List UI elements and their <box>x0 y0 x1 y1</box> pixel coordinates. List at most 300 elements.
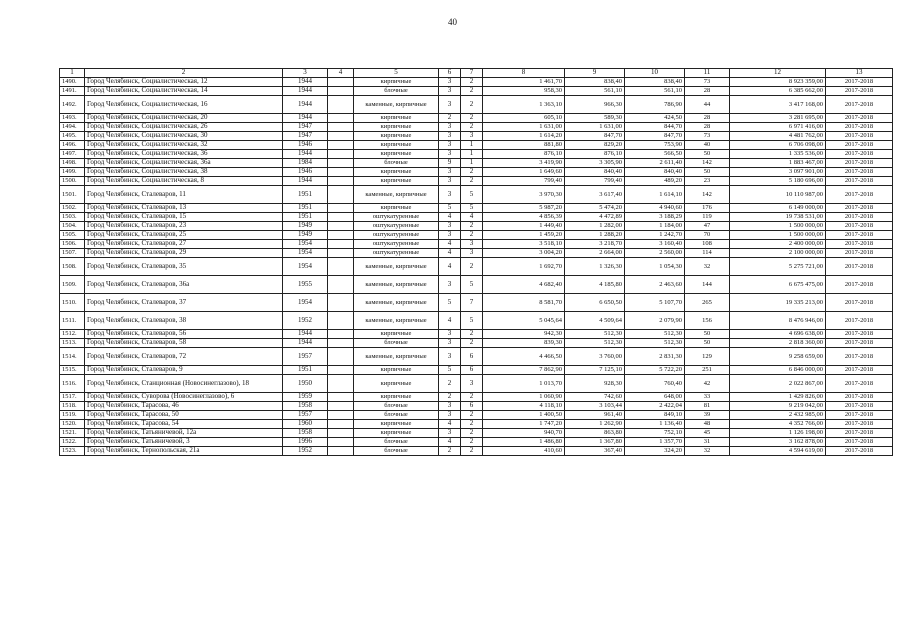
total-area-cell: 1 747,20 <box>483 420 565 429</box>
entrances-cell: 2 <box>461 231 483 240</box>
address-cell: Город Челябинск, Сталеваров, 58 <box>85 339 283 348</box>
residential-area-cell: 1 184,00 <box>625 222 685 231</box>
period-cell: 2017-2018 <box>826 420 893 429</box>
floors-cell: 3 <box>439 330 461 339</box>
living-area-cell: 863,80 <box>565 429 625 438</box>
period-cell: 2017-2018 <box>826 114 893 123</box>
empty-cell <box>328 123 354 132</box>
table-row <box>60 330 893 339</box>
residents-cell: 33 <box>685 393 730 402</box>
column-header: 5 <box>354 69 439 78</box>
year-cell: 1944 <box>283 150 328 159</box>
address-cell: Город Челябинск, Социалистическая, 14 <box>85 87 283 96</box>
residential-area-cell: 2 422,04 <box>625 402 685 411</box>
residential-area-cell: 847,70 <box>625 132 685 141</box>
cost-cell: 1 335 536,00 <box>730 150 826 159</box>
year-cell: 1951 <box>283 213 328 222</box>
entrances-cell: 2 <box>461 96 483 114</box>
entrances-cell: 1 <box>461 159 483 168</box>
living-area-cell: 3 760,00 <box>565 348 625 366</box>
entrances-cell: 2 <box>461 258 483 276</box>
entrances-cell: 2 <box>461 438 483 447</box>
empty-cell <box>328 411 354 420</box>
address-cell: Город Челябинск, Социалистическая, 36 <box>85 150 283 159</box>
address-cell: Город Челябинск, Социалистическая, 36а <box>85 159 283 168</box>
living-area-cell: 829,20 <box>565 141 625 150</box>
cost-cell: 5 275 721,00 <box>730 258 826 276</box>
material-cell: кирпичные <box>354 375 439 393</box>
residents-cell: 31 <box>685 438 730 447</box>
floors-cell: 5 <box>439 294 461 312</box>
residential-area-cell: 5 722,20 <box>625 366 685 375</box>
column-header: 3 <box>283 69 328 78</box>
address-cell: Город Челябинск, Сталеваров, 37 <box>85 294 283 312</box>
residential-area-cell: 3 188,29 <box>625 213 685 222</box>
year-cell: 1944 <box>283 87 328 96</box>
material-cell: кирпичные <box>354 141 439 150</box>
entrances-cell: 3 <box>461 132 483 141</box>
floors-cell: 9 <box>439 159 461 168</box>
year-cell: 1954 <box>283 294 328 312</box>
table-row <box>60 114 893 123</box>
year-cell: 1996 <box>283 438 328 447</box>
empty-cell <box>328 375 354 393</box>
living-area-cell: 3 617,40 <box>565 186 625 204</box>
total-area-cell: 605,10 <box>483 114 565 123</box>
floors-cell: 4 <box>439 258 461 276</box>
cost-cell: 2 432 985,00 <box>730 411 826 420</box>
table-row <box>60 366 893 375</box>
table-row <box>60 402 893 411</box>
table-row <box>60 438 893 447</box>
page-number: 40 <box>448 17 457 27</box>
year-cell: 1949 <box>283 222 328 231</box>
material-cell: кирпичные <box>354 420 439 429</box>
empty-cell <box>328 447 354 456</box>
floors-cell: 2 <box>439 375 461 393</box>
row-number: 1497. <box>60 150 85 159</box>
year-cell: 1944 <box>283 330 328 339</box>
entrances-cell: 2 <box>461 168 483 177</box>
cost-cell: 9 258 659,00 <box>730 348 826 366</box>
table-body <box>60 78 893 456</box>
address-cell: Город Челябинск, Социалистическая, 8 <box>85 177 283 186</box>
cost-cell: 5 180 696,00 <box>730 177 826 186</box>
residents-cell: 50 <box>685 339 730 348</box>
row-number: 1496. <box>60 141 85 150</box>
address-cell: Город Челябинск, Сталеваров, 72 <box>85 348 283 366</box>
residential-area-cell: 752,10 <box>625 429 685 438</box>
total-area-cell: 942,30 <box>483 330 565 339</box>
table-row <box>60 168 893 177</box>
residential-area-cell: 1 054,30 <box>625 258 685 276</box>
material-cell: кирпичные <box>354 177 439 186</box>
residents-cell: 50 <box>685 168 730 177</box>
cost-cell: 2 022 867,00 <box>730 375 826 393</box>
column-header: 6 <box>439 69 461 78</box>
table-row <box>60 96 893 114</box>
cost-cell: 4 696 638,00 <box>730 330 826 339</box>
cost-cell: 6 706 098,00 <box>730 141 826 150</box>
residents-cell: 42 <box>685 375 730 393</box>
total-area-cell: 1 363,10 <box>483 96 565 114</box>
material-cell: блочные <box>354 159 439 168</box>
table-row <box>60 429 893 438</box>
row-number: 1520. <box>60 420 85 429</box>
material-cell: каменные, кирпичные <box>354 276 439 294</box>
column-header: 9 <box>565 69 625 78</box>
floors-cell: 2 <box>439 447 461 456</box>
material-cell: блочные <box>354 402 439 411</box>
cost-cell: 6 971 416,00 <box>730 123 826 132</box>
row-number: 1499. <box>60 168 85 177</box>
residential-area-cell: 2 831,30 <box>625 348 685 366</box>
column-header: 11 <box>685 69 730 78</box>
address-cell: Город Челябинск, Сталеваров, 29 <box>85 249 283 258</box>
period-cell: 2017-2018 <box>826 348 893 366</box>
table-row <box>60 411 893 420</box>
cost-cell: 3 162 878,00 <box>730 438 826 447</box>
year-cell: 1951 <box>283 204 328 213</box>
address-cell: Город Челябинск, Станционная (Новосинеглазово), 18 <box>85 375 283 393</box>
material-cell: блочные <box>354 438 439 447</box>
floors-cell: 3 <box>439 186 461 204</box>
total-area-cell: 1 013,70 <box>483 375 565 393</box>
material-cell: оштукатуренные <box>354 213 439 222</box>
year-cell: 1947 <box>283 132 328 141</box>
total-area-cell: 7 862,90 <box>483 366 565 375</box>
total-area-cell: 958,30 <box>483 87 565 96</box>
residential-area-cell: 324,20 <box>625 447 685 456</box>
year-cell: 1959 <box>283 393 328 402</box>
table-row <box>60 150 893 159</box>
residential-area-cell: 424,50 <box>625 114 685 123</box>
total-area-cell: 1 614,20 <box>483 132 565 141</box>
residents-cell: 142 <box>685 159 730 168</box>
residents-cell: 47 <box>685 222 730 231</box>
entrances-cell: 6 <box>461 366 483 375</box>
material-cell: кирпичные <box>354 204 439 213</box>
entrances-cell: 5 <box>461 276 483 294</box>
row-number: 1500. <box>60 177 85 186</box>
address-cell: Город Челябинск, Тернопольская, 21а <box>85 447 283 456</box>
period-cell: 2017-2018 <box>826 213 893 222</box>
row-number: 1522. <box>60 438 85 447</box>
row-number: 1515. <box>60 366 85 375</box>
year-cell: 1944 <box>283 177 328 186</box>
empty-cell <box>328 348 354 366</box>
table-row <box>60 447 893 456</box>
total-area-cell: 876,10 <box>483 150 565 159</box>
row-number: 1506. <box>60 240 85 249</box>
year-cell: 1946 <box>283 141 328 150</box>
living-area-cell: 5 474,20 <box>565 204 625 213</box>
total-area-cell: 1 449,40 <box>483 222 565 231</box>
material-cell: кирпичные <box>354 78 439 87</box>
year-cell: 1944 <box>283 114 328 123</box>
residents-cell: 28 <box>685 123 730 132</box>
living-area-cell: 367,40 <box>565 447 625 456</box>
floors-cell: 2 <box>439 393 461 402</box>
material-cell: кирпичные <box>354 429 439 438</box>
residents-cell: 156 <box>685 312 730 330</box>
entrances-cell: 2 <box>461 447 483 456</box>
floors-cell: 2 <box>439 114 461 123</box>
table-row <box>60 339 893 348</box>
floors-cell: 3 <box>439 87 461 96</box>
period-cell: 2017-2018 <box>826 375 893 393</box>
table-row <box>60 87 893 96</box>
residents-cell: 119 <box>685 213 730 222</box>
cost-cell: 1 500 000,00 <box>730 222 826 231</box>
residential-area-cell: 840,40 <box>625 168 685 177</box>
living-area-cell: 1 631,00 <box>565 123 625 132</box>
row-number: 1513. <box>60 339 85 348</box>
floors-cell: 3 <box>439 150 461 159</box>
empty-cell <box>328 87 354 96</box>
cost-cell: 1 883 467,00 <box>730 159 826 168</box>
empty-cell <box>328 393 354 402</box>
living-area-cell: 4 185,80 <box>565 276 625 294</box>
empty-cell <box>328 159 354 168</box>
year-cell: 1958 <box>283 429 328 438</box>
empty-cell <box>328 429 354 438</box>
floors-cell: 4 <box>439 249 461 258</box>
year-cell: 1954 <box>283 240 328 249</box>
row-number: 1508. <box>60 258 85 276</box>
living-area-cell: 3 218,70 <box>565 240 625 249</box>
residents-cell: 129 <box>685 348 730 366</box>
residents-cell: 50 <box>685 150 730 159</box>
living-area-cell: 1 326,30 <box>565 258 625 276</box>
material-cell: оштукатуренные <box>354 249 439 258</box>
row-number: 1503. <box>60 213 85 222</box>
empty-cell <box>328 132 354 141</box>
total-area-cell: 410,60 <box>483 447 565 456</box>
entrances-cell: 2 <box>461 114 483 123</box>
column-header: 8 <box>483 69 565 78</box>
living-area-cell: 1 367,80 <box>565 438 625 447</box>
entrances-cell: 2 <box>461 420 483 429</box>
year-cell: 1947 <box>283 123 328 132</box>
empty-cell <box>328 240 354 249</box>
floors-cell: 3 <box>439 123 461 132</box>
empty-cell <box>328 186 354 204</box>
residential-area-cell: 1 614,10 <box>625 186 685 204</box>
residents-cell: 265 <box>685 294 730 312</box>
residential-area-cell: 1 242,70 <box>625 231 685 240</box>
residents-cell: 44 <box>685 96 730 114</box>
address-cell: Город Челябинск, Сталеваров, 36а <box>85 276 283 294</box>
residential-area-cell: 2 611,40 <box>625 159 685 168</box>
year-cell: 1954 <box>283 249 328 258</box>
empty-cell <box>328 294 354 312</box>
table-row <box>60 132 893 141</box>
cost-cell: 1 126 198,00 <box>730 429 826 438</box>
table-row <box>60 213 893 222</box>
period-cell: 2017-2018 <box>826 366 893 375</box>
residents-cell: 45 <box>685 429 730 438</box>
table-row <box>60 276 893 294</box>
column-header: 2 <box>85 69 283 78</box>
year-cell: 1951 <box>283 186 328 204</box>
housing-register-table <box>59 68 893 456</box>
period-cell: 2017-2018 <box>826 339 893 348</box>
residential-area-cell: 2 560,00 <box>625 249 685 258</box>
period-cell: 2017-2018 <box>826 87 893 96</box>
empty-cell <box>328 222 354 231</box>
total-area-cell: 8 581,70 <box>483 294 565 312</box>
row-number: 1521. <box>60 429 85 438</box>
empty-cell <box>328 168 354 177</box>
residential-area-cell: 1 357,70 <box>625 438 685 447</box>
living-area-cell: 799,40 <box>565 177 625 186</box>
address-cell: Город Челябинск, Сталеваров, 56 <box>85 330 283 339</box>
material-cell: кирпичные <box>354 330 439 339</box>
living-area-cell: 1 262,90 <box>565 420 625 429</box>
material-cell: кирпичные <box>354 366 439 375</box>
floors-cell: 3 <box>439 402 461 411</box>
living-area-cell: 2 664,00 <box>565 249 625 258</box>
table-row <box>60 141 893 150</box>
row-number: 1511. <box>60 312 85 330</box>
empty-cell <box>328 330 354 339</box>
table-row <box>60 249 893 258</box>
living-area-cell: 4 509,64 <box>565 312 625 330</box>
year-cell: 1960 <box>283 420 328 429</box>
material-cell: кирпичные <box>354 150 439 159</box>
residents-cell: 142 <box>685 186 730 204</box>
empty-cell <box>328 96 354 114</box>
row-number: 1498. <box>60 159 85 168</box>
residents-cell: 32 <box>685 258 730 276</box>
material-cell: блочные <box>354 411 439 420</box>
material-cell: кирпичные <box>354 393 439 402</box>
address-cell: Город Челябинск, Сталеваров, 38 <box>85 312 283 330</box>
residential-area-cell: 648,00 <box>625 393 685 402</box>
address-cell: Город Челябинск, Сталеваров, 23 <box>85 222 283 231</box>
residents-cell: 40 <box>685 141 730 150</box>
entrances-cell: 5 <box>461 204 483 213</box>
empty-cell <box>328 339 354 348</box>
cost-cell: 3 097 901,00 <box>730 168 826 177</box>
residents-cell: 32 <box>685 447 730 456</box>
year-cell: 1950 <box>283 375 328 393</box>
year-cell: 1984 <box>283 159 328 168</box>
row-number: 1517. <box>60 393 85 402</box>
period-cell: 2017-2018 <box>826 177 893 186</box>
table-row <box>60 348 893 366</box>
total-area-cell: 4 466,50 <box>483 348 565 366</box>
floors-cell: 5 <box>439 204 461 213</box>
period-cell: 2017-2018 <box>826 204 893 213</box>
address-cell: Город Челябинск, Сталеваров, 35 <box>85 258 283 276</box>
address-cell: Город Челябинск, Сталеваров, 15 <box>85 213 283 222</box>
period-cell: 2017-2018 <box>826 186 893 204</box>
residents-cell: 48 <box>685 420 730 429</box>
material-cell: каменные, кирпичные <box>354 96 439 114</box>
period-cell: 2017-2018 <box>826 222 893 231</box>
entrances-cell: 6 <box>461 348 483 366</box>
floors-cell: 3 <box>439 231 461 240</box>
living-area-cell: 7 125,10 <box>565 366 625 375</box>
row-number: 1519. <box>60 411 85 420</box>
residents-cell: 251 <box>685 366 730 375</box>
material-cell: кирпичные <box>354 123 439 132</box>
total-area-cell: 940,70 <box>483 429 565 438</box>
empty-cell <box>328 402 354 411</box>
total-area-cell: 3 970,30 <box>483 186 565 204</box>
residential-area-cell: 753,90 <box>625 141 685 150</box>
residents-cell: 28 <box>685 87 730 96</box>
cost-cell: 10 110 987,00 <box>730 186 826 204</box>
row-number: 1510. <box>60 294 85 312</box>
address-cell: Город Челябинск, Социалистическая, 20 <box>85 114 283 123</box>
residential-area-cell: 566,50 <box>625 150 685 159</box>
address-cell: Город Челябинск, Социалистическая, 38 <box>85 168 283 177</box>
period-cell: 2017-2018 <box>826 393 893 402</box>
empty-cell <box>328 114 354 123</box>
cost-cell: 1 500 000,00 <box>730 231 826 240</box>
living-area-cell: 589,30 <box>565 114 625 123</box>
row-number: 1507. <box>60 249 85 258</box>
total-area-cell: 1 486,80 <box>483 438 565 447</box>
empty-cell <box>328 249 354 258</box>
residents-cell: 73 <box>685 78 730 87</box>
empty-cell <box>328 141 354 150</box>
empty-cell <box>328 78 354 87</box>
residents-cell: 144 <box>685 276 730 294</box>
table-row <box>60 240 893 249</box>
entrances-cell: 2 <box>461 87 483 96</box>
residents-cell: 50 <box>685 330 730 339</box>
table-row <box>60 420 893 429</box>
floors-cell: 3 <box>439 96 461 114</box>
row-number: 1502. <box>60 204 85 213</box>
cost-cell: 3 417 168,00 <box>730 96 826 114</box>
table-row <box>60 186 893 204</box>
entrances-cell: 2 <box>461 411 483 420</box>
address-cell: Город Челябинск, Социалистическая, 30 <box>85 132 283 141</box>
floors-cell: 4 <box>439 312 461 330</box>
entrances-cell: 7 <box>461 294 483 312</box>
year-cell: 1958 <box>283 402 328 411</box>
total-area-cell: 4 118,10 <box>483 402 565 411</box>
row-number: 1505. <box>60 231 85 240</box>
column-header: 7 <box>461 69 483 78</box>
period-cell: 2017-2018 <box>826 78 893 87</box>
entrances-cell: 2 <box>461 429 483 438</box>
column-header: 4 <box>328 69 354 78</box>
header-row <box>60 69 893 78</box>
address-cell: Город Челябинск, Суворова (Новосинеглазово), 6 <box>85 393 283 402</box>
living-area-cell: 1 288,20 <box>565 231 625 240</box>
residential-area-cell: 3 160,40 <box>625 240 685 249</box>
address-cell: Город Челябинск, Социалистическая, 16 <box>85 96 283 114</box>
residential-area-cell: 838,40 <box>625 78 685 87</box>
floors-cell: 5 <box>439 366 461 375</box>
table-row <box>60 231 893 240</box>
table-row <box>60 123 893 132</box>
floors-cell: 4 <box>439 240 461 249</box>
residents-cell: 73 <box>685 132 730 141</box>
residents-cell: 114 <box>685 249 730 258</box>
residential-area-cell: 2 079,90 <box>625 312 685 330</box>
material-cell: блочные <box>354 87 439 96</box>
total-area-cell: 1 631,00 <box>483 123 565 132</box>
floors-cell: 4 <box>439 438 461 447</box>
residential-area-cell: 2 463,60 <box>625 276 685 294</box>
